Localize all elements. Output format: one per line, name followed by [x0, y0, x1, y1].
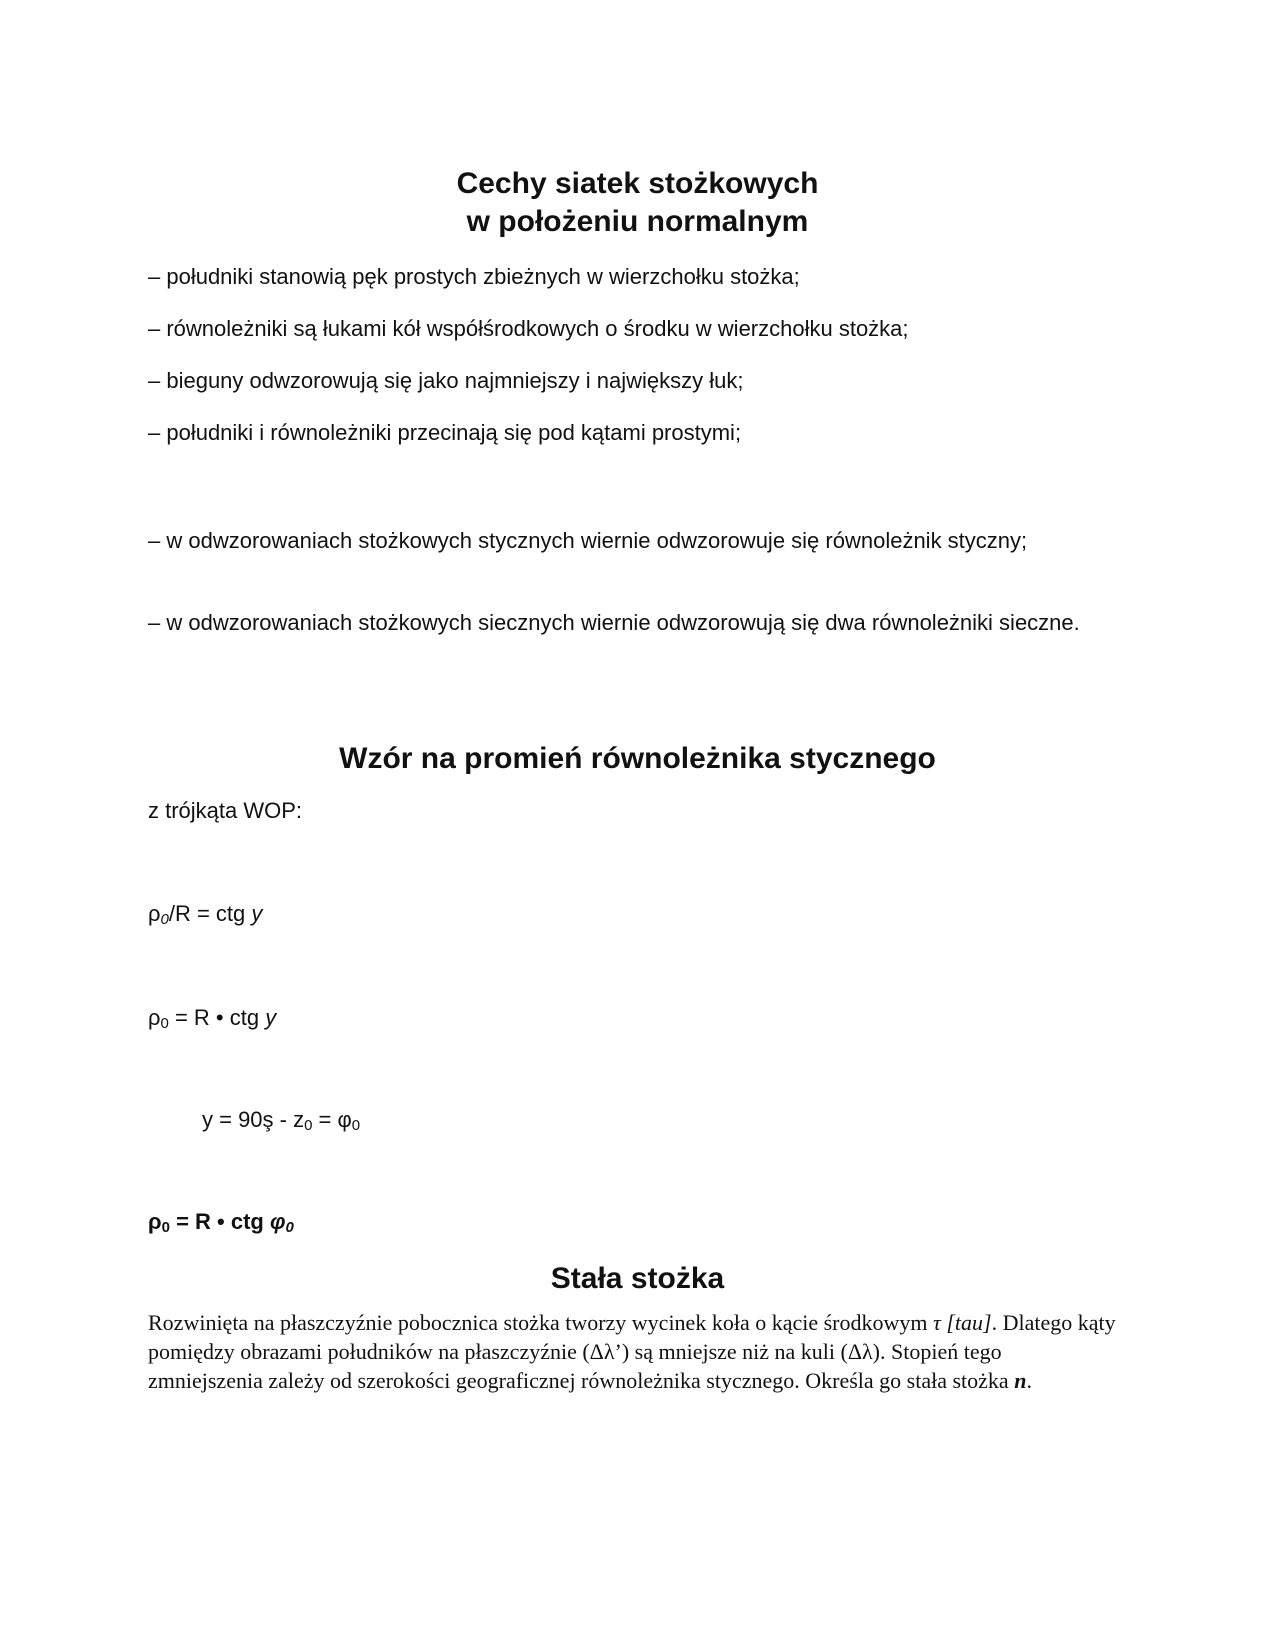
section-heading-constant: Stała stożka	[550, 1262, 725, 1295]
formula-intro: z trójkąta WOP:	[148, 798, 303, 823]
formula-3-a: y = 90ş - z	[202, 1107, 305, 1132]
formula-2-var: y	[265, 1005, 277, 1030]
feature-item-1: – południki stanowią pęk prostych zbieżnych w wierzchołku stożka;	[148, 264, 800, 289]
tau-term: τ [tau]	[933, 1310, 992, 1335]
formula-1-var: y	[251, 901, 263, 926]
formula-1-rho: ρ	[148, 901, 161, 926]
formula-1	[148, 900, 262, 934]
formula-4	[148, 1208, 294, 1242]
constant-text-end: .	[1026, 1368, 1032, 1393]
constant-text-1: Rozwinięta na płaszczyźnie pobocznica stożka tworzy wycinek koła o kącie środkowym	[148, 1310, 933, 1335]
formula-3-sub2: 0	[351, 1117, 361, 1134]
formula-2-sub: 0	[160, 1015, 169, 1032]
formula-2-rest: = R • ctg	[168, 1005, 266, 1030]
feature-item-2: – równoleżniki są łukami kół współśrodkowych o środku w wierzchołku stożka;	[148, 316, 909, 341]
formula-4-varsub: 0	[285, 1219, 294, 1236]
feature-item-3: – bieguny odwzorowują się jako najmniejszy i największy łuk;	[148, 368, 744, 393]
title-line-2: w położeniu normalnym	[466, 205, 809, 238]
formula-4-sub: 0	[161, 1219, 170, 1236]
feature-item-6: – w odwzorowaniach stożkowych siecznych wiernie odwzorowują się dwa równoleżniki sieczne.	[148, 610, 1080, 635]
constant-n: n	[1014, 1368, 1027, 1393]
page-title	[0, 165, 1275, 241]
title-line-1: Cechy siatek stożkowych	[456, 167, 819, 200]
constant-paragraph	[148, 1308, 1118, 1395]
formula-1-sub: 0	[160, 911, 169, 928]
formula-4-var: φ	[269, 1209, 286, 1234]
constant-text-2: . Dlatego kąty pomiędzy obrazami południków na płaszczyźnie (Δλ’) są mniejsze niż na kuli (Δλ). Stopień tego zmniejszenia zależy od szerokości geograficznej równoleżnika stycznego. Określa go stała stożka	[148, 1310, 1116, 1393]
formula-2	[148, 1004, 276, 1038]
formula-4-rho: ρ	[148, 1209, 162, 1234]
feature-item-4: – południki i równoleżniki przecinają się pod kątami prostymi;	[148, 420, 742, 445]
formula-2-rho: ρ	[148, 1005, 161, 1030]
formula-3-sub1: 0	[304, 1117, 313, 1134]
feature-item-5: – w odwzorowaniach stożkowych stycznych wiernie odwzorowuje się równoleżnik styczny;	[148, 528, 1028, 553]
formula-3-b: = φ	[312, 1107, 352, 1132]
formula-3	[202, 1106, 360, 1140]
section-heading-radius: Wzór na promień równoleżnika stycznego	[339, 742, 936, 775]
formula-4-rest: = R • ctg	[169, 1209, 270, 1234]
formula-1-rest: /R = ctg	[168, 901, 252, 926]
